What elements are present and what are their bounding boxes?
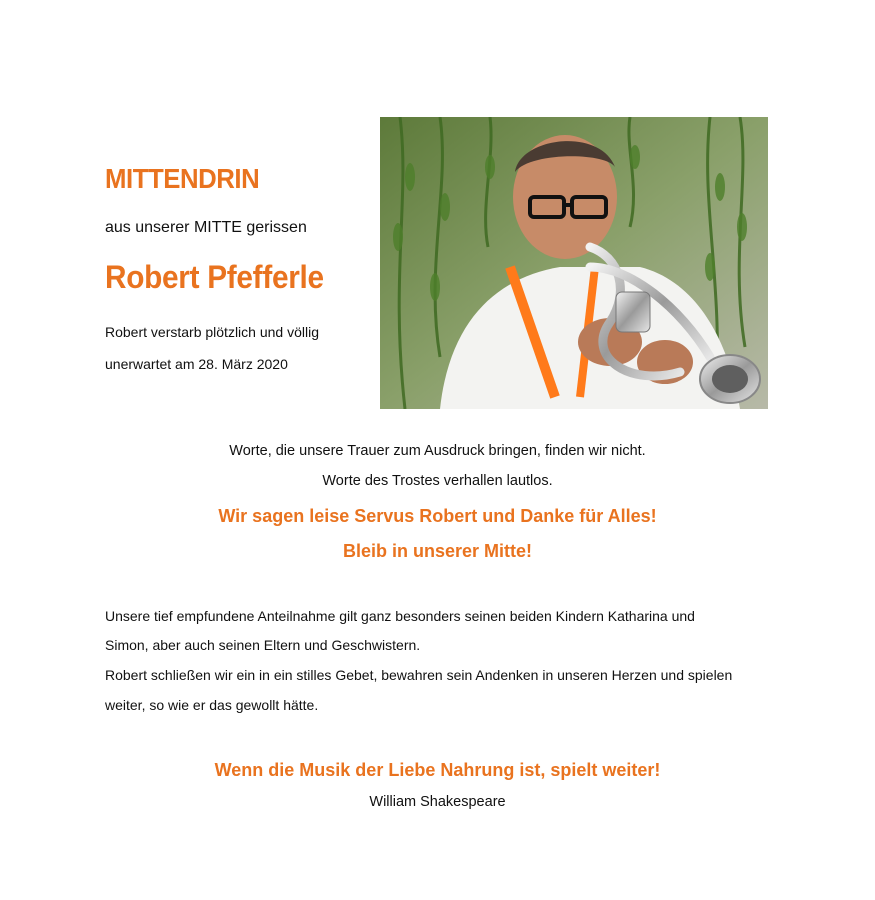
body-line-1: Unsere tief empfundene Anteilnahme gilt ganz besonders seinen beiden Kindern Katharina und bbox=[105, 608, 695, 624]
info-line-1: Robert verstarb plötzlich und völlig bbox=[105, 324, 319, 340]
body-line-4: weiter, so wie er das gewollt hätte. bbox=[105, 697, 319, 713]
emphasis-line-1: Wir sagen leise Servus Robert und Danke für Alles! bbox=[218, 506, 657, 526]
quote-line-2: Worte des Trostes verhallen lautlos. bbox=[322, 473, 553, 489]
trumpet-player-photo bbox=[380, 117, 768, 409]
body-line-3: Robert schließen wir ein in ein stilles Gebet, bewahren sein Andenken in unseren Herzen und spielen bbox=[105, 667, 733, 683]
quote-line-1: Worte, die unsere Trauer zum Ausdruck bringen, finden wir nicht. bbox=[229, 443, 646, 459]
body-line-2: Simon, aber auch seinen Eltern und Geschwistern. bbox=[105, 637, 421, 653]
person-name: Robert Pfefferle bbox=[105, 259, 324, 295]
header-title: MITTENDRIN bbox=[105, 163, 260, 194]
closing-author: William Shakespeare bbox=[369, 794, 506, 810]
emphasis-line-2: Bleib in unserer Mitte! bbox=[342, 541, 533, 561]
closing-quote: Wenn die Musik der Liebe Nahrung ist, spielt weiter! bbox=[214, 760, 661, 780]
info-line-2: unerwartet am 28. März 2020 bbox=[105, 356, 288, 372]
header-subtitle: aus unserer MITTE gerissen bbox=[105, 219, 307, 236]
